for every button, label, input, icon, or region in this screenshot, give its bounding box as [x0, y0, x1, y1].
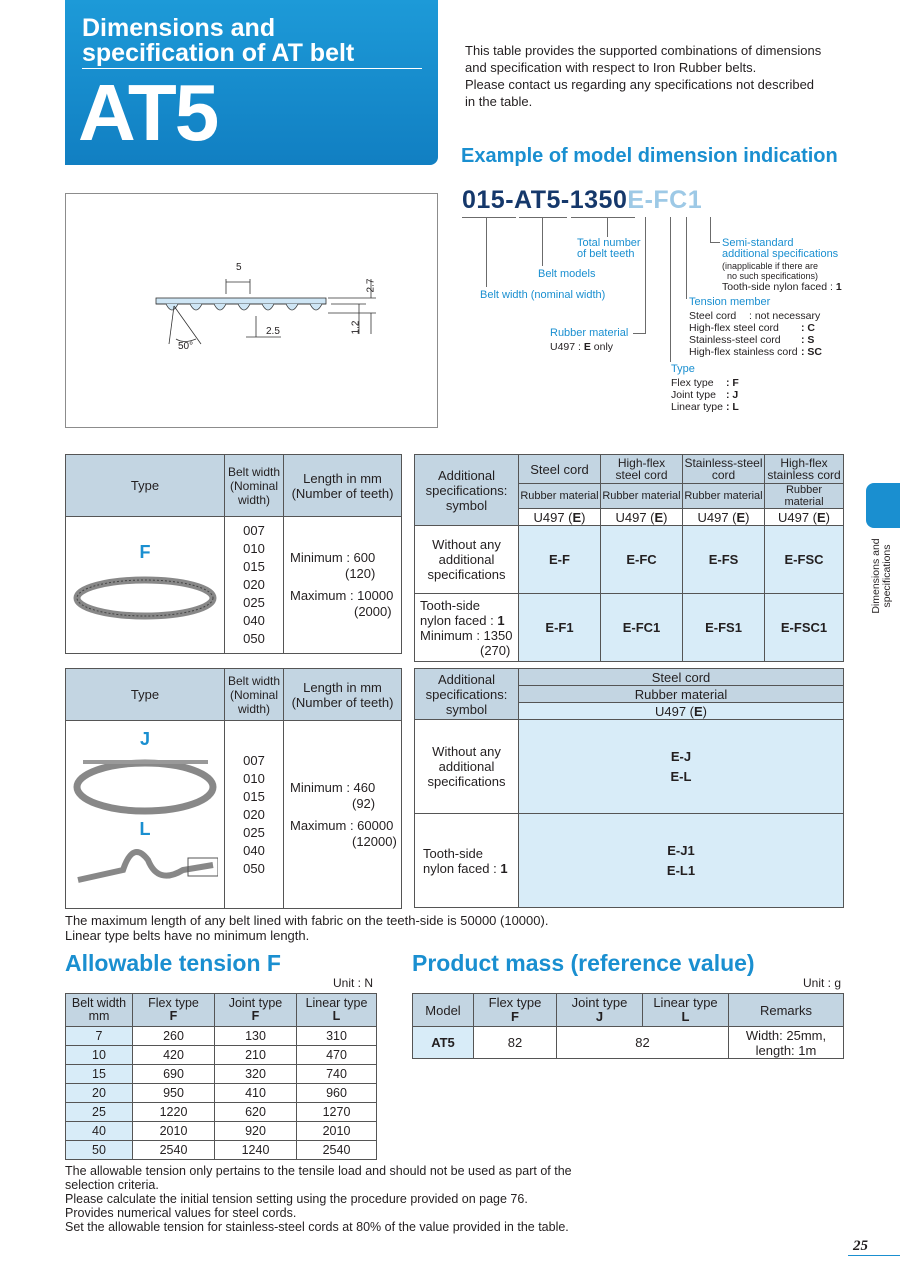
- cord-header: Steel cord: [519, 669, 844, 686]
- length-cell: Minimum : 460 (92) Maximum : 60000 (12000): [284, 721, 402, 909]
- tension-table: [65, 993, 377, 1160]
- leader-line: [710, 242, 720, 243]
- table-row: [66, 1065, 377, 1084]
- spec-code: E-F1: [519, 594, 601, 662]
- side-tab-label: Dimensions and specifications: [870, 538, 893, 614]
- page-number: 25: [853, 1238, 868, 1254]
- example-title: Example of model dimension indication: [461, 145, 838, 167]
- row-label: Without any additional specifications: [415, 720, 519, 814]
- rubber-header: Rubber material: [519, 484, 601, 509]
- belt-profile-drawing: [65, 193, 438, 428]
- length-cell: Minimum : 600 (120) Maximum : 10000 (2000): [284, 517, 402, 654]
- u497-cell: U497 (E): [765, 509, 844, 526]
- rubber-header: Rubber material: [519, 686, 844, 703]
- cell: 130: [215, 1027, 297, 1046]
- tension-header: Flex type F: [133, 994, 215, 1027]
- rubber-material-label: Rubber material: [550, 327, 629, 339]
- table-row: [66, 1103, 377, 1122]
- cell: 620: [215, 1103, 297, 1122]
- pitch-dim: 5: [236, 262, 242, 273]
- row-label: Without any additional specifications: [415, 526, 519, 594]
- leader-line: [486, 217, 487, 287]
- table-row: [66, 1027, 377, 1046]
- widths-cell: 007 010 015 020 025 040 050: [225, 517, 284, 654]
- underline: [571, 217, 635, 218]
- belt-models-label: Belt models: [538, 268, 596, 280]
- u497-cell: U497 (E): [683, 509, 765, 526]
- tension-title: Allowable tension F: [65, 950, 281, 976]
- cell: 25: [66, 1103, 133, 1122]
- spec-code: E-J E-L: [519, 720, 844, 814]
- mass-title: Product mass (reference value): [412, 950, 755, 976]
- cell: 260: [133, 1027, 215, 1046]
- cell: 960: [297, 1084, 377, 1103]
- joint-linear-mass: 82: [557, 1027, 729, 1059]
- cell: 1220: [133, 1103, 215, 1122]
- mass-header: Model: [413, 994, 474, 1027]
- page-subtitle: Dimensions and specification of AT belt: [82, 16, 422, 69]
- tooth-height-dim: 1.2: [350, 320, 362, 335]
- add-spec-header: Additional specifications: symbol: [415, 455, 519, 526]
- page-number-rule: [848, 1255, 900, 1256]
- width-header: Belt width (Nominal width): [225, 669, 284, 721]
- tension-header: Linear type L: [297, 994, 377, 1027]
- joint-linear-table: [65, 668, 402, 909]
- leader-line: [542, 217, 543, 266]
- type-label: Type: [671, 363, 695, 375]
- cell: 20: [66, 1084, 133, 1103]
- leader-line: [670, 217, 671, 362]
- spec-code: E-FSC1: [765, 594, 844, 662]
- leader-line: [710, 217, 711, 242]
- table-row: [413, 1027, 844, 1059]
- joint-belt-image: [73, 752, 218, 822]
- type-header: Type: [66, 669, 225, 721]
- spec-code: E-FSC: [765, 526, 844, 594]
- cell: 50: [66, 1141, 133, 1160]
- cord-header: Stainless-steel cord: [684, 456, 763, 482]
- cell: 15: [66, 1065, 133, 1084]
- side-tab: [866, 483, 900, 528]
- angle-dim: 50°: [178, 341, 194, 352]
- width-header: Belt width (Nominal width): [225, 455, 284, 517]
- type-header: Type: [66, 455, 225, 517]
- row-label: Tooth-side nylon faced : 1: [415, 814, 519, 908]
- underline: [519, 217, 567, 218]
- semi-standard-label: Semi-standard additional specifications: [722, 237, 839, 260]
- cell: 1270: [297, 1103, 377, 1122]
- table-row: [66, 1122, 377, 1141]
- cell: 40: [66, 1122, 133, 1141]
- intro-text: This table provides the supported combinations of dimensions and specification with respect to Iron Rubber belts. Please contact us regarding any specifications not described in the table.: [465, 43, 822, 109]
- cell: 2010: [297, 1122, 377, 1141]
- rubber-header: Rubber material: [765, 484, 844, 509]
- flex-spec-table: [414, 454, 844, 662]
- type-cell-jl: J L: [66, 721, 225, 909]
- model-cell: AT5: [413, 1027, 474, 1059]
- mass-header: Flex type F: [474, 994, 557, 1027]
- tension-header: Joint type F: [215, 994, 297, 1027]
- total-teeth-label: Total number of belt teeth: [577, 237, 641, 260]
- mass-unit: Unit : g: [803, 976, 842, 990]
- tooth-side-option: Tooth-side nylon faced : 1: [722, 281, 842, 293]
- cell: 470: [297, 1046, 377, 1065]
- table-row: [66, 1046, 377, 1065]
- tension-member-list: Steel cord : not necessary High-flex steel cord : C Stainless-steel cord : S High-flex stainless cord : SC: [689, 310, 822, 358]
- leader-line: [645, 217, 646, 333]
- row-label: Tooth-side nylon faced : 1 Minimum : 1350 (270): [415, 594, 519, 662]
- cell: 950: [133, 1084, 215, 1103]
- spec-code: E-F: [519, 526, 601, 594]
- semi-standard-note: (inapplicable if there are no such specifications): [722, 261, 819, 281]
- bottom-notes: The allowable tension only pertains to the tensile load and should not be used as part of the selection criteria. Please calculate the initial tension setting using the procedure provided on page 76. Provides numerical values for steel cords. Set the allowable tension for stainless-steel cords at 80% of the value provided in the table.: [65, 1164, 572, 1234]
- type-cell-f: F: [66, 517, 225, 654]
- add-spec-header: Additional specifications: symbol: [415, 669, 519, 720]
- linear-belt-image: [73, 840, 218, 890]
- spec-code: E-FS: [683, 526, 765, 594]
- spec-code: E-J1 E-L1: [519, 814, 844, 908]
- page-title: AT5: [78, 68, 218, 157]
- belt-width-label: Belt width (nominal width): [480, 289, 606, 301]
- belt-profile-svg: [66, 194, 437, 427]
- table-row: [66, 1141, 377, 1160]
- cell: 210: [215, 1046, 297, 1065]
- tooth-width-dim: 2.5: [266, 326, 280, 337]
- table-row: [66, 1084, 377, 1103]
- cell: 420: [133, 1046, 215, 1065]
- rubber-material-note: U497 : E only: [550, 341, 614, 353]
- height-dim: 2.7: [365, 278, 377, 293]
- widths-cell: 007 010 015 020 025 040 050: [225, 721, 284, 909]
- cell: 410: [215, 1084, 297, 1103]
- cell: 740: [297, 1065, 377, 1084]
- tension-unit: Unit : N: [333, 976, 374, 990]
- remarks-cell: Width: 25mm, length: 1m: [729, 1027, 844, 1059]
- cell: 1240: [215, 1141, 297, 1160]
- length-header: Length in mm (Number of teeth): [284, 455, 402, 517]
- u497-cell: U497 (E): [519, 509, 601, 526]
- underline: [462, 217, 516, 218]
- u497-cell: U497 (E): [519, 703, 844, 720]
- type-list: Flex type : F Joint type : J Linear type : L: [671, 377, 739, 413]
- flex-type-table: [65, 454, 402, 654]
- cord-header: Steel cord: [519, 455, 601, 484]
- mass-header: Joint type J: [557, 994, 643, 1027]
- flex-belt-image: [73, 571, 218, 626]
- cord-header: High-flex stainless cord: [765, 455, 844, 484]
- cell: 920: [215, 1122, 297, 1141]
- tension-member-label: Tension member: [689, 296, 771, 308]
- leader-line: [607, 217, 608, 237]
- mass-table: [412, 993, 844, 1059]
- spec-code: E-FC1: [601, 594, 683, 662]
- cell: 7: [66, 1027, 133, 1046]
- leader-line: [633, 333, 646, 334]
- cell: 2010: [133, 1122, 215, 1141]
- length-header: Length in mm (Number of teeth): [284, 669, 402, 721]
- cell: 310: [297, 1027, 377, 1046]
- cell: 320: [215, 1065, 297, 1084]
- cord-header: High-flex steel cord: [601, 455, 683, 484]
- mass-header: Remarks: [729, 994, 844, 1027]
- spec-code: E-FC: [601, 526, 683, 594]
- mass-header: Linear type L: [643, 994, 729, 1027]
- cell: 690: [133, 1065, 215, 1084]
- spec-code: E-FS1: [683, 594, 765, 662]
- u497-cell: U497 (E): [601, 509, 683, 526]
- model-code: 015-AT5-1350E-FC1: [462, 186, 703, 214]
- cell: 2540: [297, 1141, 377, 1160]
- cell: 10: [66, 1046, 133, 1065]
- flex-mass: 82: [474, 1027, 557, 1059]
- tension-header: Belt width mm: [66, 994, 133, 1027]
- cell: 2540: [133, 1141, 215, 1160]
- rubber-header: Rubber material: [601, 484, 683, 509]
- mid-notes: The maximum length of any belt lined with fabric on the teeth-side is 50000 (10000). Linear type belts have no minimum length.: [65, 913, 549, 943]
- joint-linear-spec-table: [414, 668, 844, 908]
- leader-line: [686, 217, 687, 299]
- rubber-header: Rubber material: [683, 484, 765, 509]
